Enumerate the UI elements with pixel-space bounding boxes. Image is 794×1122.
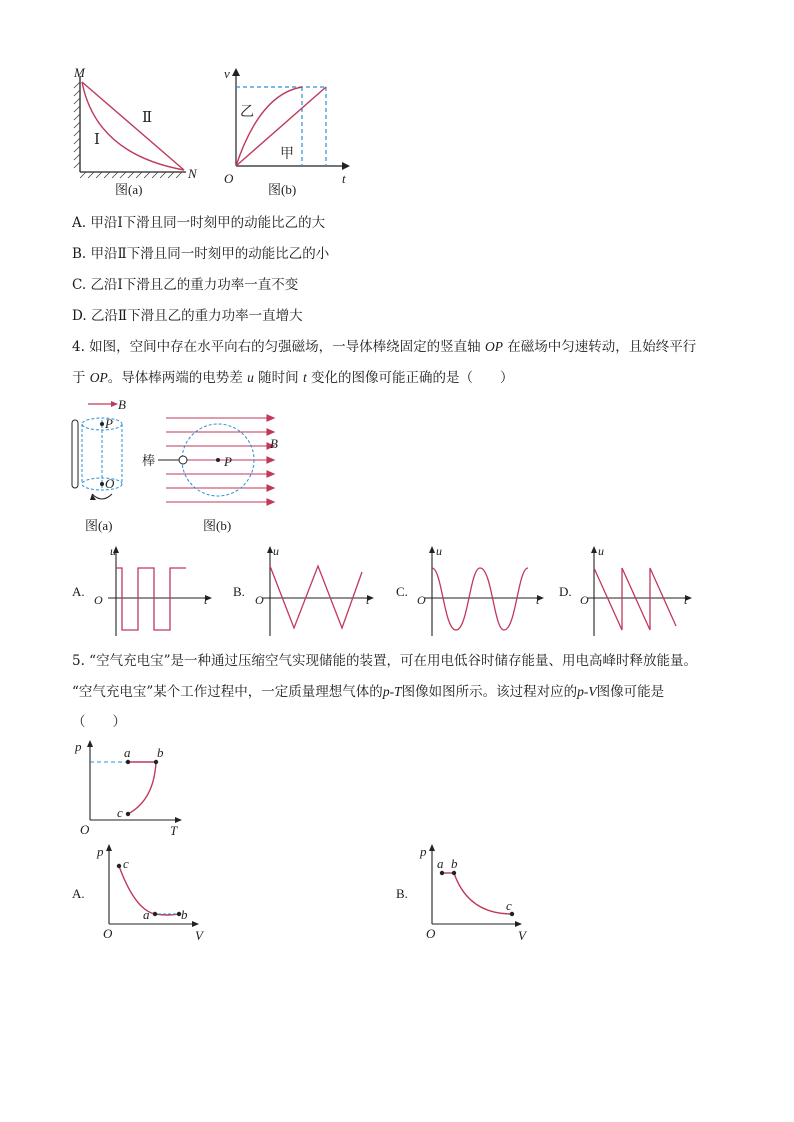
q5-stem-line2: “空气充电宝”某个工作过程中，一定质量理想气体的p-T图像如图所示。该过程对应的p-V图像可能是 [72, 684, 665, 700]
q5-stem-line1: 5. “空气充电宝”是一种通过压缩空气实现储能的装置，可在用电低谷时储存能量、用电高峰时释放能量。 [72, 653, 697, 669]
label-O: O [105, 476, 115, 491]
origin: O [417, 593, 426, 607]
point-b: b [181, 907, 188, 922]
q4-fig-a-caption: 图(a) [85, 518, 113, 533]
q3-option-d: D. 乙沿Ⅱ下滑且乙的重力功率一直增大 [72, 308, 303, 324]
q4-option-b-label: B. [233, 584, 245, 599]
axis-V: V [518, 928, 526, 943]
label-rod: 棒 [142, 453, 156, 468]
point-a: a [124, 745, 131, 760]
axis-u: u [110, 544, 116, 558]
q3-option-c: C. 乙沿Ⅰ下滑且乙的重力功率一直不变 [72, 277, 299, 293]
origin: O [80, 822, 90, 837]
origin: O [580, 593, 589, 607]
q5-option-a-label: A. [72, 886, 85, 901]
axis-u: u [436, 544, 442, 558]
label-track-II: Ⅱ [142, 110, 153, 126]
label-M: M [74, 65, 85, 80]
axis-p: p [97, 844, 104, 859]
axis-u: u [598, 544, 604, 558]
q5-option-a-graph [95, 840, 215, 944]
point-b: b [157, 745, 164, 760]
label-N: N [188, 166, 197, 181]
axis-t: t [684, 593, 688, 607]
axis-t: t [536, 593, 540, 607]
point-c: c [117, 805, 123, 820]
q4-option-a-label: A. [72, 584, 85, 599]
q4-stem-line1: 4. 如图，空间中存在水平向右的匀强磁场，一导体棒绕固定的竖直轴 OP 在磁场中匀速转动，且始终平行 [72, 339, 697, 355]
label-track-I: Ⅰ [94, 132, 100, 148]
q3-fig-a-caption: 图(a) [115, 182, 143, 197]
q4-option-d-graph [576, 542, 696, 640]
axis-V: V [195, 928, 203, 943]
point-a: a [143, 907, 150, 922]
q3-fig-b-caption: 图(b) [268, 182, 297, 197]
q4-option-c-graph [412, 542, 548, 640]
q4-option-d-label: D. [559, 584, 572, 599]
axis-u: u [273, 544, 279, 558]
origin: O [94, 593, 103, 607]
q5-pT-graph [70, 736, 190, 840]
axis-v: v [224, 66, 230, 81]
axis-p: p [75, 739, 82, 754]
origin: O [255, 593, 264, 607]
label-jia: 甲 [280, 147, 294, 162]
q4-figure-b [140, 410, 290, 510]
point-b: b [451, 856, 458, 871]
axis-t: t [342, 171, 346, 186]
point-c: c [506, 898, 512, 913]
origin: O [103, 926, 113, 941]
q4-option-b-graph [250, 542, 378, 640]
point-a: a [437, 856, 444, 871]
point-c: c [123, 856, 129, 871]
q3-option-a: A. 甲沿Ⅰ下滑且同一时刻甲的动能比乙的大 [72, 215, 326, 231]
q4-option-c-label: C. [396, 584, 408, 599]
q4-option-a-graph [90, 542, 214, 640]
origin: O [224, 171, 234, 186]
label-B: B [118, 397, 126, 412]
q3-figure-b [218, 62, 358, 187]
axis-p: p [420, 844, 427, 859]
axis-T: T [170, 823, 178, 838]
q5-stem-line3: （ ） [72, 714, 126, 730]
q4-fig-b-caption: 图(b) [203, 518, 232, 533]
origin: O [426, 926, 436, 941]
q4-stem-line2: 于 OP。导体棒两端的电势差 u 随时间 t 变化的图像可能正确的是（ ） [72, 370, 514, 386]
axis-t: t [204, 593, 208, 607]
axis-t: t [366, 593, 370, 607]
q5-option-b-graph [418, 840, 538, 944]
label-P: P [224, 454, 232, 469]
q3-option-b: B. 甲沿Ⅱ下滑且同一时刻甲的动能比乙的小 [72, 246, 330, 262]
label-yi: 乙 [240, 105, 254, 120]
label-P: P [105, 416, 113, 431]
q5-option-b-label: B. [396, 886, 408, 901]
q4-figure-a [66, 396, 146, 516]
label-B: B [270, 436, 278, 451]
